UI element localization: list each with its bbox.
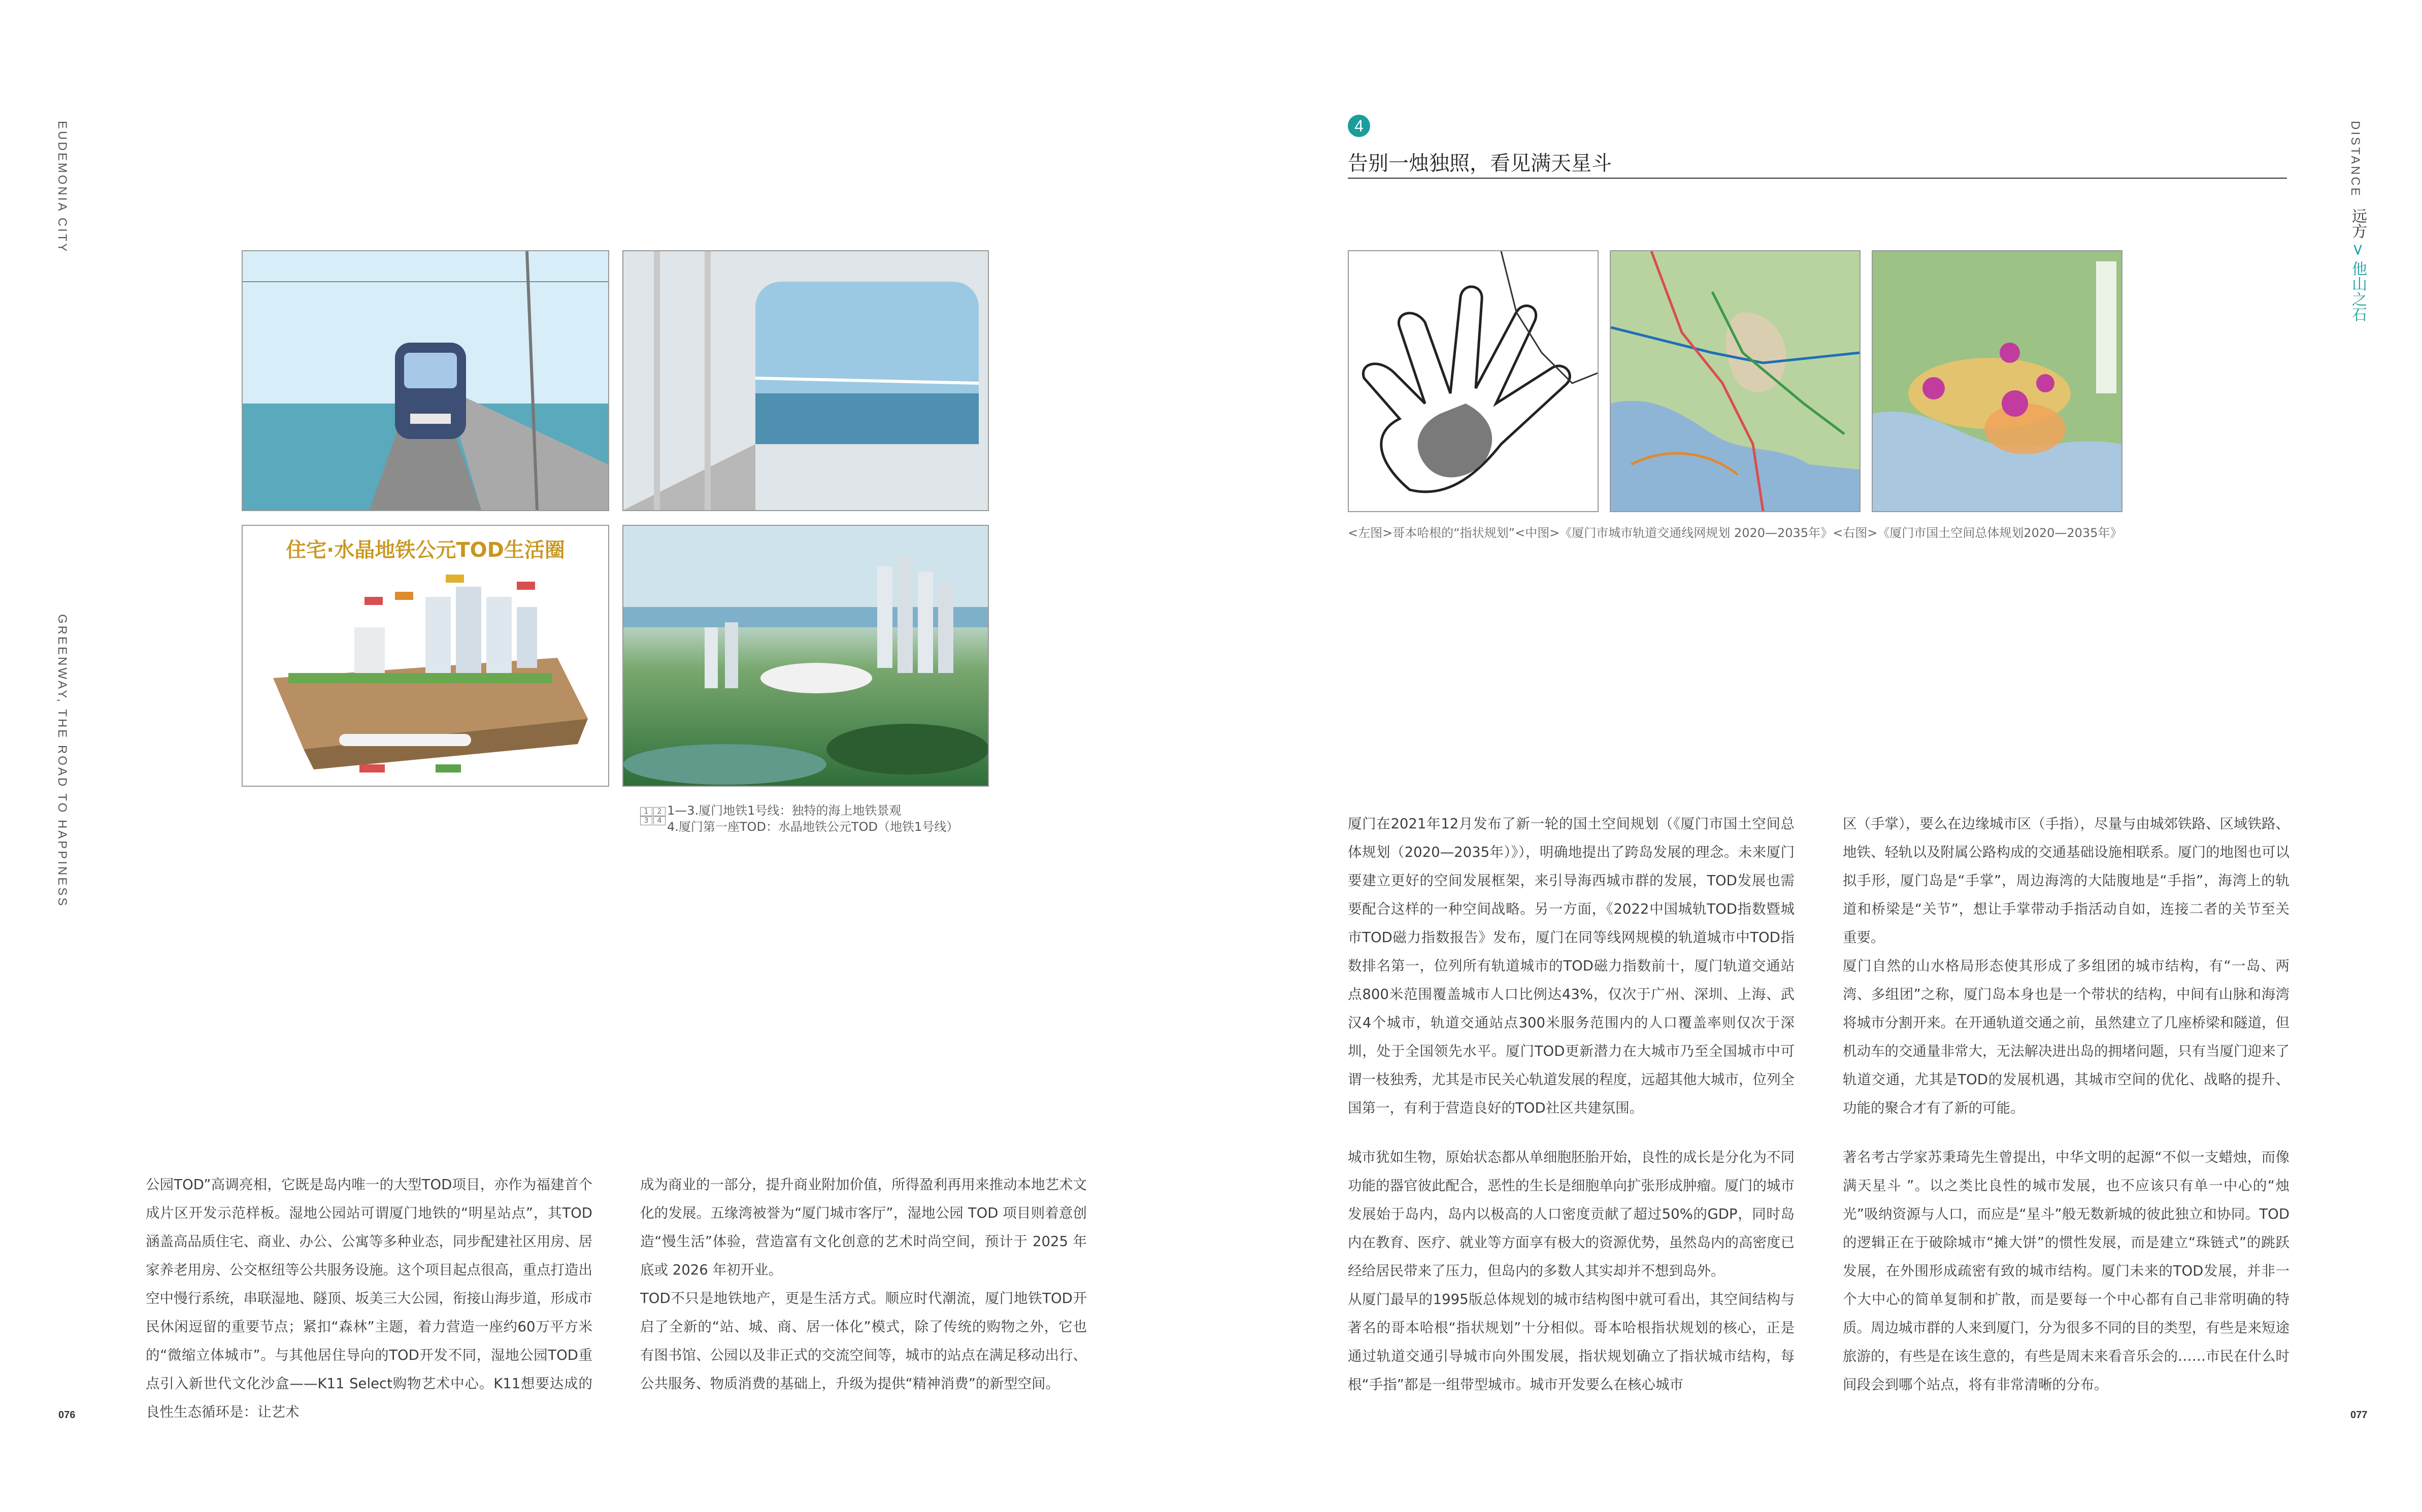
photo-metro-interior — [622, 250, 989, 511]
spine-right-cn-sub: 他山之石 — [2349, 261, 2367, 322]
left-column-2: 成为商业的一部分，提升商业附加价值，所得盈利再用来推动本地艺术文化的发展。五缘湾被誉为“厦门城市客厅”，湿地公园 TOD 项目则着意创造“慢生活”体验，营造富有文化创意的艺术时尚空间，预计于 2025 年底或 2026 年初开业。 TOD不只是地铁地产，更是生活方式。顺应时代潮流，厦门地铁TOD开启了全新的“站、城、商、居一体化”模式，除了传统的购物之外，它也有图书馆、公园以及非正式的交流空间等，城市的站点在满足移动出行、公共服务、物质消费的基础上，升级为提供“精神消费”的新型空间。 — [640, 1177, 1087, 1392]
rail-network-map-illustration — [1611, 251, 1860, 511]
tod-aerial-illustration — [623, 526, 988, 786]
page-number-left: 076 — [58, 1409, 76, 1421]
spine-right-cn-main: 远方 — [2349, 208, 2367, 239]
photo-metro-sea-bridge — [242, 250, 609, 511]
maps-caption: <左图>哥本哈根的“指状规划”<中图>《厦门市城市轨道交通线网规划 2020—2035年》<右图>《厦门市国土空间总体规划2020—2035年》 — [1348, 526, 2122, 540]
section-number-badge: 4 — [1348, 115, 1370, 137]
left-photo-caption-line1: 1—3.厦门地铁1号线：独特的海上地铁景观 — [667, 803, 902, 818]
photo-tod-poster — [242, 525, 609, 787]
section-title: 告别一烛独照，看见满天星斗 — [1348, 152, 1612, 175]
left-photo-caption-line2: 4.厦门第一座TOD：水晶地铁公元TOD（地铁1号线） — [667, 820, 959, 834]
caption-num-4: 4 — [653, 816, 666, 825]
tod-cutaway-illustration — [243, 526, 608, 786]
right-column-1: 厦门在2021年12月发布了新一轮的国土空间规划（《厦门市国土空间总体规划（2020—2035年）》），明确地提出了跨岛发展的理念。未来厦门要建立更好的空间发展框架，来引导海西城市群的发展，TOD发展也需要配合这样的一种空间战略。另一方面，《2022中国城轨TOD指数暨城市TOD磁力指数报告》发布，厦门在同等线网规模的轨道城市中TOD指数排名第一，位列所有轨道城市的TOD磁力指数前十，厦门轨道交通站点800米范围覆盖城市人口比例达43%，仅次于广州、深圳、上海、武汉4个城市，轨道交通站点300米服务范围内的人口覆盖率则仅次于深圳，处于全国领先水平。厦门TOD更新潜力在大城市乃至全国城市中可谓一枝独秀，尤其是市民关心轨道发展的程度，远超其他大城市，位列全国第一，有利于营造良好的TOD社区共建氛围。 — [1348, 816, 1795, 1116]
caption-number-grid — [640, 807, 667, 825]
caption-num-2: 2 — [653, 807, 666, 816]
spine-right-cn — [2346, 208, 2369, 322]
spine-right-cn-sep: > — [2349, 243, 2367, 256]
section-title-rule — [1348, 178, 2287, 179]
map-xiamen-rail-network — [1610, 250, 1861, 512]
page-number-right: 077 — [2350, 1409, 2368, 1421]
right-column-3: 城市犹如生物，原始状态都从单细胞胚胎开始，良性的成长是分化为不同功能的器官彼此配合，恶性的生长是细胞单向扩张形成肿瘤。厦门的城市发展始于岛内，岛内以极高的人口密度贡献了超过50%的GDP，同时岛内在教育、医疗、就业等方面享有极大的资源优势，虽然岛内的高密度已经给居民带来了压力，但岛内的多数人其实却并不想到岛外。 从厦门最早的1995版总体规划的城市结构图中就可看出，其空间结构与著名的哥本哈根“指状规划”十分相似。哥本哈根指状规划的核心，正是通过轨道交通引导城市向外围发展，指状规划确立了指状城市结构，每根“手指”都是一组带型城市。城市开发要么在核心城市 — [1348, 1149, 1795, 1393]
spine-right-top: DISTANCE — [2348, 121, 2362, 198]
metro-train-illustration — [243, 251, 608, 510]
caption-num-3: 3 — [640, 816, 652, 825]
spine-left-top: EUDEMONIA CITY — [55, 121, 69, 254]
photo-tod-aerial — [622, 525, 989, 787]
spine-left-bottom: GREENWAY, THE ROAD TO HAPPINESS — [55, 614, 69, 908]
metro-interior-illustration — [623, 251, 988, 510]
map-xiamen-spatial-plan — [1872, 250, 2122, 512]
poster-title: 住宅·水晶地铁公元TOD生活圈 — [286, 539, 565, 562]
caption-num-1: 1 — [640, 807, 652, 816]
map-copenhagen-finger-plan — [1348, 250, 1599, 512]
left-column-1: 公园TOD”高调亮相，它既是岛内唯一的大型TOD项目，亦作为福建首个成片区开发示范样板。湿地公园站可谓厦门地铁的“明星站点”，其TOD涵盖高品质住宅、商业、办公、公寓等多种业态，同步配建社区用房、居家养老用房、公交枢纽等公共服务设施。这个项目起点很高，重点打造出空中慢行系统，串联湿地、隧顶、坂美三大公园，衔接山海步道，形成市民休闲逗留的重要节点；紧扣“森林”主题，着力营造一座约60万平方米的“微缩立体城市”。与其他居住导向的TOD开发不同，湿地公园TOD重点引入新世代文化沙盒——K11 Select购物艺术中心。K11想要达成的良性生态循环是：让艺术 — [146, 1177, 592, 1420]
right-column-2: 区（手掌），要么在边缘城市区（手指），尽量与由城郊铁路、区域铁路、地铁、轻轨以及附属公路构成的交通基础设施相联系。厦门的地图也可以拟手形，厦门岛是“手掌”，周边海湾的大陆腹地是“手指”，海湾上的轨道和桥梁是“关节”，想让手掌带动手指活动自如，连接二者的关节至关重要。 厦门自然的山水格局形态使其形成了多组团的城市结构，有“一岛、两湾、多组团”之称，厦门岛本身也是一个带状的结构，中间有山脉和海湾将城市分割开来。在开通轨道交通之前，虽然建立了几座桥梁和隧道，但机动车的交通量非常大，无法解决进出岛的拥堵问题，只有当厦门迎来了轨道交通，尤其是TOD的发展机遇，其城市空间的优化、战略的提升、功能的聚合才有了新的可能。 — [1843, 816, 2290, 1116]
finger-plan-illustration — [1349, 251, 1598, 511]
spatial-plan-map-illustration — [1873, 251, 2121, 511]
right-column-4: 著名考古学家苏秉琦先生曾提出，中华文明的起源“不似一支蜡烛，而像满天星斗 ”。以之类比良性的城市发展，也不应该只有单一中心的“烛光”吸纳资源与人口，而应是“星斗”般无数新城的彼此独立和协同。TOD的逻辑正在于破除城市“摊大饼”的惯性发展，而是建立“珠链式”的跳跃发展，在外围形成疏密有致的城市结构。厦门未来的TOD发展，并非一个大中心的简单复制和扩散，而是要每一个中心都有自己非常明确的特质。周边城市群的人来到厦门，分为很多不同的目的类型，有些是来短途旅游的，有些是在该生意的，有些是周末来看音乐会的……市民在什么时间段会到哪个站点，将有非常清晰的分布。 — [1843, 1149, 2290, 1393]
